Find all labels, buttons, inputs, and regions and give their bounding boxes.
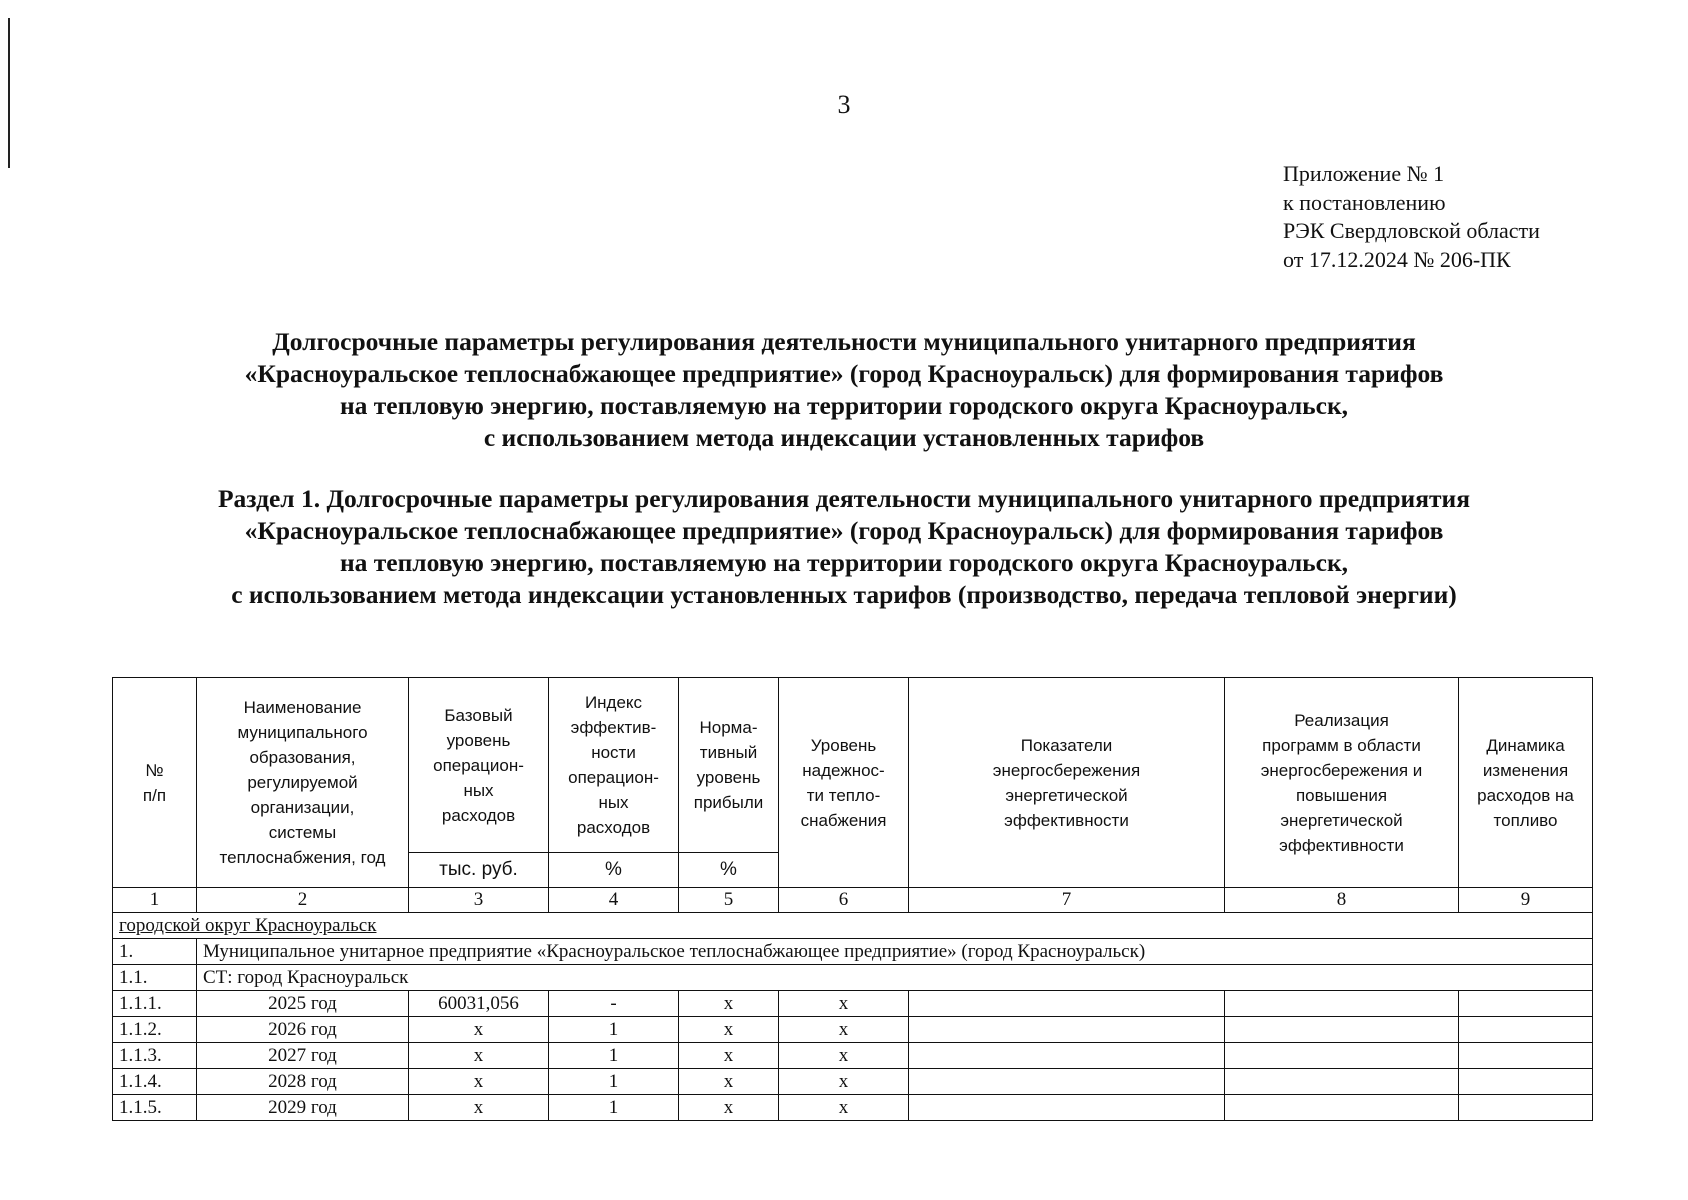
unit-base-level: тыс. руб. [409,853,549,888]
row-efficiency-index: 1 [549,1017,679,1043]
appendix-line: Приложение № 1 [1283,161,1445,186]
row-number: 1.1.3. [113,1043,197,1069]
column-number: 1 [113,888,197,913]
district-row [113,913,1593,939]
header-profit-level: Норма- тивный уровень прибыли [679,678,779,853]
appendix-block [1283,160,1540,274]
column-number: 9 [1459,888,1593,913]
row-efficiency-index: - [549,991,679,1017]
appendix-line: РЭК Свердловской области [1283,218,1540,243]
title-line: Долгосрочные параметры регулирования деятельности муниципального унитарного предприятия [272,327,1416,356]
column-number: 7 [909,888,1225,913]
row-programs [1225,991,1459,1017]
row-year: 2028 год [197,1069,409,1095]
column-number: 8 [1225,888,1459,913]
row-number: 1.1.5. [113,1095,197,1121]
row-base-level: x [409,1095,549,1121]
table-header-row [113,678,1593,853]
row-number: 1.1.1. [113,991,197,1017]
row-profit-level: x [679,991,779,1017]
title-line: с использованием метода индексации установленных тарифов [483,423,1205,452]
row-profit-level: x [679,1043,779,1069]
row-programs [1225,1017,1459,1043]
header-fuel-dynamics: Динамика изменения расходов на топливо [1459,678,1593,888]
section-line: «Красноуральское теплоснабжающее предприятие» (город Красноуральск) для формирования тарифов [244,516,1444,545]
header-efficiency-index: Индекс эффектив- ности операцион- ных расходов [549,678,679,853]
row-base-level: 60031,056 [409,991,549,1017]
table-row [113,1095,1593,1121]
organization-number: 1. [113,939,197,965]
section-line: с использованием метода индексации установленных тарифов (производство, передача тепловой энергии) [231,580,1457,609]
row-programs [1225,1043,1459,1069]
row-fuel-dynamics [1459,991,1593,1017]
row-year: 2025 год [197,991,409,1017]
row-fuel-dynamics [1459,1043,1593,1069]
appendix-line: к постановлению [1283,189,1446,215]
column-numbers-row [113,888,1593,913]
row-reliability: x [779,1095,909,1121]
unit-efficiency-index: % [549,853,679,888]
row-reliability: x [779,1017,909,1043]
table-row [113,1017,1593,1043]
document-title [0,326,1688,454]
row-base-level: x [409,1017,549,1043]
column-number: 2 [197,888,409,913]
page-number: 3 [837,90,851,119]
row-year: 2027 год [197,1043,409,1069]
header-programs: Реализация программ в области энергосбережения и повышения энергетической эффективности [1225,678,1459,888]
system-row [113,965,1593,991]
header-base-level: Базовый уровень операцион- ных расходов [409,678,549,853]
table-row [113,991,1593,1017]
organization-row [113,939,1593,965]
parameters-table [112,677,1593,1121]
row-fuel-dynamics [1459,1095,1593,1121]
table-row [113,1069,1593,1095]
row-efficiency-index: 1 [549,1069,679,1095]
column-number: 6 [779,888,909,913]
row-profit-level: x [679,1095,779,1121]
system-number: 1.1. [113,965,197,991]
row-energy-saving [909,1095,1225,1121]
row-number: 1.1.4. [113,1069,197,1095]
row-profit-level: x [679,1069,779,1095]
row-year: 2029 год [197,1095,409,1121]
row-energy-saving [909,1069,1225,1095]
row-programs [1225,1095,1459,1121]
row-reliability: x [779,1043,909,1069]
unit-profit-level: % [679,853,779,888]
row-number: 1.1.2. [113,1017,197,1043]
row-reliability: x [779,1069,909,1095]
section-line: Раздел 1. Долгосрочные параметры регулирования деятельности муниципального унитарного предприятия [217,484,1471,513]
row-efficiency-index: 1 [549,1095,679,1121]
row-programs [1225,1069,1459,1095]
column-number: 3 [409,888,549,913]
organization-name: Муниципальное унитарное предприятие «Красноуральское теплоснабжающее предприятие» (город Красноуральск) [197,939,1593,965]
column-number: 5 [679,888,779,913]
section-line: на тепловую энергию, поставляемую на территории городского округа Красноуральск, [339,548,1349,577]
row-energy-saving [909,991,1225,1017]
header-reliability: Уровень надежнос- ти тепло- снабжения [779,678,909,888]
header-number: № п/п [113,678,197,888]
title-line: на тепловую энергию, поставляемую на территории городского округа Красноуральск, [339,391,1349,420]
table-row [113,1043,1593,1069]
row-reliability: x [779,991,909,1017]
appendix-line: от 17.12.2024 № 206-ПК [1283,246,1511,272]
district-name: городской округ Красноуральск [113,913,1593,939]
row-base-level: x [409,1043,549,1069]
row-energy-saving [909,1043,1225,1069]
header-energy-saving: Показатели энергосбережения энергетической эффективности [909,678,1225,888]
header-name: Наименование муниципального образования, регулируемой организации, системы теплоснабжения, год [197,678,409,888]
row-efficiency-index: 1 [549,1043,679,1069]
title-line: «Красноуральское теплоснабжающее предприятие» (город Красноуральск) для формирования тарифов [244,359,1444,388]
row-fuel-dynamics [1459,1017,1593,1043]
system-name: СТ: город Красноуральск [197,965,1593,991]
row-profit-level: x [679,1017,779,1043]
row-fuel-dynamics [1459,1069,1593,1095]
row-year: 2026 год [197,1017,409,1043]
section-title [0,483,1688,611]
column-number: 4 [549,888,679,913]
row-energy-saving [909,1017,1225,1043]
row-base-level: x [409,1069,549,1095]
